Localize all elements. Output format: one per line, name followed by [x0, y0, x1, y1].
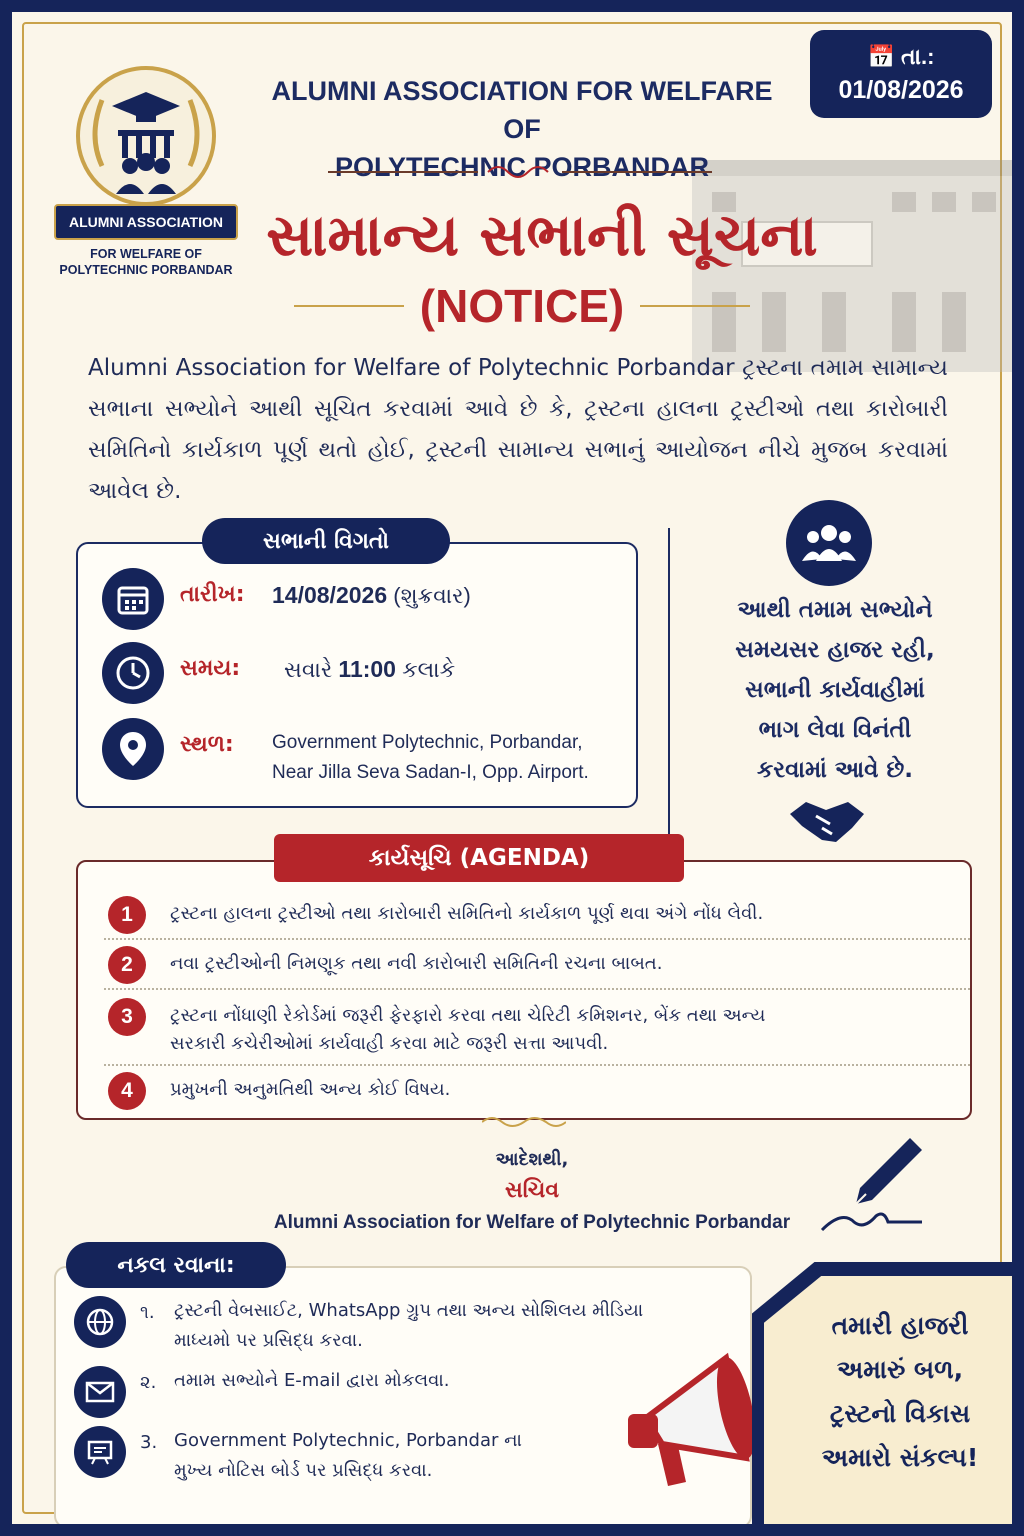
agenda-item-text	[170, 1002, 765, 1058]
agenda-item-text-line2: સરકારી કચેરીઓમાં કાર્યવાહી કરવા માટે જરૂરી સત્તા આપવી.	[170, 1033, 609, 1054]
copy-to-heading: નકલ રવાના:	[66, 1242, 286, 1288]
venue-label: સ્થળ:	[180, 732, 234, 757]
appeal-line4: ભાગ લેવા વિનંતી	[758, 717, 912, 743]
time-suffix: કલાકે	[402, 657, 456, 682]
slogan-line2: અમારું બળ,	[836, 1355, 964, 1384]
meeting-date-value: 14/08/2026	[272, 582, 388, 608]
signature-organization: Alumni Association for Welfare of Polytechnic Porbandar	[273, 1212, 791, 1233]
notice-title: સામાન્ય સભાની સૂચના	[266, 201, 818, 269]
meeting-venue-row	[102, 718, 632, 788]
meeting-date	[272, 582, 471, 609]
copy-item-line1: ટ્રસ્ટની વેબસાઈટ, WhatsApp ગ્રુપ તથા અન્ય સોશિલય મીડિયા	[174, 1300, 644, 1321]
agenda-item-text: પ્રમુખની અનુમતિથી અન્ય કોઈ વિષય.	[170, 1079, 451, 1100]
time-prefix: સવારે	[284, 657, 333, 682]
mail-icon	[74, 1366, 126, 1418]
intro-paragraph: Alumni Association for Welfare of Polytechnic Porbandar ટ્રસ્ટના તમામ સામાન્ય સભાના સભ્યોને આથી સૂચિત કરવામાં આવે છે કે, ટ્રસ્ટના હાલના ટ્રસ્ટીઓ તથા કારોબારી સમિતિનો કાર્યકાળ પૂર્ણ થતો હોઈ, ટ્રસ્ટની સામાન્ય સભાનું આયોજન નીચે મુજબ કરવામાં આવેલ છે.	[88, 355, 948, 504]
copy-item-number: ૨.	[140, 1372, 157, 1393]
by-order-text: આદેશથી,	[495, 1149, 569, 1170]
agenda-item-text-line1: ટ્રસ્ટના નોંધાણી રેકોર્ડમાં જરૂરી ફેરફારો કરવા તથા ચેરિટી કમિશનર, બેંક તથા અન્ય	[170, 1005, 766, 1026]
copy-item-text	[174, 1366, 449, 1396]
meeting-details-heading: સભાની વિગતો	[202, 518, 450, 564]
date-badge-label	[810, 44, 992, 70]
notice-date: 01/08/2026	[838, 76, 964, 104]
copy-item-line1: તમામ સભ્યોને E-mail દ્વારા મોકલવા.	[174, 1370, 450, 1391]
slogan-line4: અમારો સંકલ્પ!	[821, 1443, 979, 1472]
logo-banner: ALUMNI ASSOCIATION	[54, 204, 238, 240]
agenda-separator	[104, 1064, 970, 1066]
slogan	[792, 1304, 1008, 1480]
meeting-time-row	[102, 642, 632, 704]
org-title-line2: POLYTECHNIC PORBANDAR	[334, 152, 710, 182]
copy-item-line1: Government Polytechnic, Porbandar ના	[174, 1430, 522, 1451]
signature-block	[252, 1146, 812, 1238]
notice-subtitle-row	[262, 278, 782, 334]
agenda-item-text: ટ્રસ્ટના હાલના ટ્રસ્ટીઓ તથા કારોબારી સમિતિનો કાર્યકાળ પૂર્ણ થવા અંગે નોંધ લેવી.	[170, 903, 764, 924]
graduation-cap-icon	[80, 70, 212, 202]
fountain-pen-icon	[818, 1130, 928, 1240]
copy-item-text	[174, 1426, 522, 1486]
meeting-venue	[272, 728, 589, 788]
logo-subtitle	[46, 246, 246, 278]
association-logo	[46, 56, 246, 286]
logo-sub-line1: FOR WELFARE OF	[90, 247, 202, 261]
members-icon	[786, 500, 872, 586]
appeal-line3: સભાની કાર્યવાહીમાં	[745, 677, 925, 703]
copy-item-number: ૧.	[140, 1302, 155, 1323]
agenda-item-number: 3	[108, 998, 146, 1036]
copy-item-line2: મુખ્ય નોટિસ બોર્ડ પર પ્રસિદ્ધ કરવા.	[174, 1460, 433, 1481]
meeting-time	[284, 656, 455, 683]
appeal-line2: સમયસર હાજર રહી,	[735, 637, 935, 663]
notice-date-badge	[810, 30, 992, 118]
meeting-day: (શુક્રવાર)	[393, 583, 471, 608]
slogan-line1: તમારી હાજરી	[831, 1311, 969, 1340]
copy-item-number: 3.	[140, 1432, 158, 1453]
logo-emblem	[76, 66, 216, 206]
venue-line1: Government Polytechnic, Porbandar,	[272, 732, 583, 753]
meeting-date-row	[102, 568, 632, 630]
venue-line2: Near Jilla Seva Sadan-I, Opp. Airport.	[272, 762, 589, 783]
attendance-appeal	[690, 590, 980, 790]
agenda-item-number: 2	[108, 946, 146, 984]
calendar-icon	[102, 568, 164, 630]
ornament-line-right	[640, 305, 750, 307]
time-value: 11:00	[338, 656, 396, 682]
appeal-line5: કરવામાં આવે છે.	[756, 757, 914, 783]
agenda-item-number: 1	[108, 896, 146, 934]
date-label: તારીખ:	[180, 582, 245, 607]
copy-item-text	[174, 1296, 643, 1356]
agenda-item-number: 4	[108, 1072, 146, 1110]
notice-subtitle: (NOTICE)	[419, 280, 625, 332]
agenda-item	[108, 1072, 948, 1110]
slogan-line3: ટ્રસ્ટનો વિકાસ	[829, 1399, 971, 1428]
agenda-item	[108, 998, 948, 1058]
agenda-item-text: નવા ટ્રસ્ટીઓની નિમણૂક તથા નવી કારોબારી સમિતિની રચના બાબત.	[170, 953, 663, 974]
agenda-separator	[104, 988, 970, 990]
agenda-item	[108, 896, 948, 934]
agenda-separator	[104, 938, 970, 940]
secretary-title: સચિવ	[504, 1178, 560, 1203]
copy-item-line2: માધ્યમો પર પ્રસિદ્ધ કરવા.	[174, 1330, 363, 1351]
notice-board-icon	[74, 1426, 126, 1478]
vertical-divider	[668, 528, 670, 838]
clock-icon	[102, 642, 164, 704]
org-title-line1: ALUMNI ASSOCIATION FOR WELFARE OF	[271, 76, 773, 144]
globe-icon	[74, 1296, 126, 1348]
appeal-line1: આથી તમામ સભ્યોને	[737, 597, 933, 623]
location-pin-icon	[102, 718, 164, 780]
calendar-icon: 📅	[867, 44, 895, 69]
ornament-divider	[328, 162, 712, 182]
date-label-text: તા.:	[901, 44, 935, 69]
handshake-icon	[786, 794, 868, 850]
ornament-line-left	[294, 305, 404, 307]
agenda-item	[108, 946, 948, 984]
agenda-heading: કાર્યસૂચિ (AGENDA)	[274, 834, 684, 882]
ornament-divider	[482, 1114, 566, 1130]
time-label: સમય:	[180, 656, 241, 681]
logo-sub-line2: POLYTECHNIC PORBANDAR	[59, 263, 233, 277]
